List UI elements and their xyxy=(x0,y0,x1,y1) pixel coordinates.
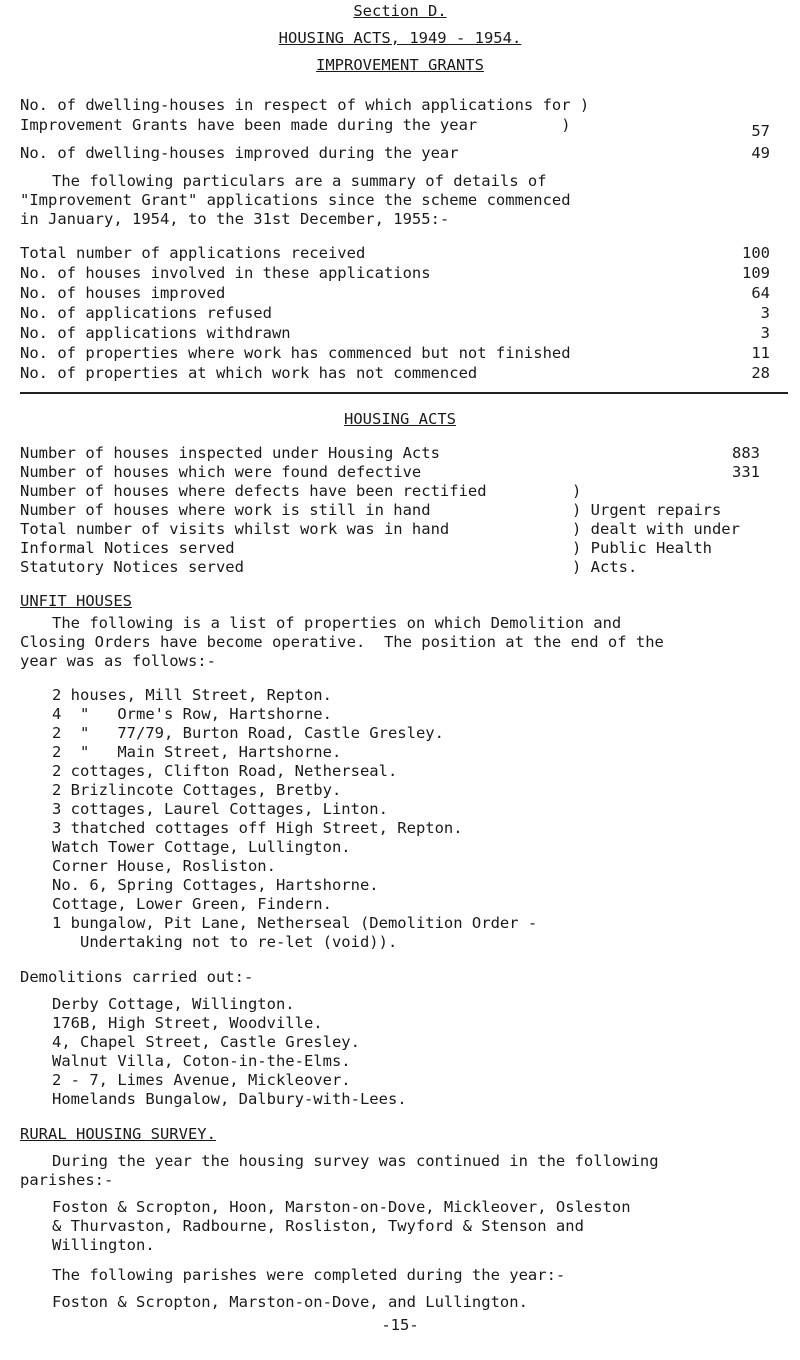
improvement-row-label: No. of properties at which work has not commenced xyxy=(20,364,478,382)
rural-para-line2: parishes:- xyxy=(20,1171,114,1189)
completed-list: Foston & Scropton, Marston-on-Dove, and Lullington. xyxy=(52,1293,528,1311)
list-item: 2 cottages, Clifton Road, Netherseal. xyxy=(52,762,398,780)
improvement-row-value: 100 xyxy=(742,244,770,262)
list-item: 2 Brizlincote Cottages, Bretby. xyxy=(52,781,342,799)
unfit-intro-line2: Closing Orders have become operative. The position at the end of the xyxy=(20,633,664,651)
list-item: Watch Tower Cottage, Lullington. xyxy=(52,838,351,856)
rural-para-line1: During the year the housing survey was continued in the following xyxy=(52,1152,659,1170)
completed-intro: The following parishes were completed during the year:- xyxy=(52,1266,566,1284)
housing-row-label: Number of houses which were found defective xyxy=(20,463,422,481)
rural-heading: RURAL HOUSING SURVEY. xyxy=(20,1125,216,1143)
section-label: Section D. xyxy=(353,2,447,20)
improved-value: 49 xyxy=(751,144,770,162)
housing-row-label: Number of houses where work is still in hand xyxy=(20,501,431,519)
housing-row-label: Informal Notices served xyxy=(20,539,235,557)
housing-row-label: Number of houses where defects have been rectified xyxy=(20,482,487,500)
applications-label-line2: Improvement Grants have been made during the year ) xyxy=(20,116,571,134)
list-item: Derby Cottage, Willington. xyxy=(52,995,295,1013)
list-item: 2 - 7, Limes Avenue, Mickleover. xyxy=(52,1071,351,1089)
parishes-line1: Foston & Scropton, Hoon, Marston-on-Dove, Mickleover, Osleston xyxy=(52,1198,631,1216)
improvement-row-label: Total number of applications received xyxy=(20,244,366,262)
list-item: 3 thatched cottages off High Street, Repton. xyxy=(52,819,463,837)
bracket-note-line: ) dealt with under xyxy=(572,520,740,538)
improvement-row-value: 64 xyxy=(751,284,770,302)
improvement-row-label: No. of houses improved xyxy=(20,284,226,302)
housing-row-value: 883 xyxy=(732,444,760,462)
housing-row-label: Statutory Notices served xyxy=(20,558,244,576)
bracket-note-line: ) xyxy=(572,482,582,500)
list-item: Undertaking not to re-let (void)). xyxy=(52,933,398,951)
list-item: Walnut Villa, Coton-in-the-Elms. xyxy=(52,1052,351,1070)
improvement-row-value: 28 xyxy=(751,364,770,382)
summary-line2: "Improvement Grant" applications since the scheme commenced xyxy=(20,191,571,209)
improved-label: No. of dwelling-houses improved during the year xyxy=(20,144,459,162)
improvement-row-label: No. of houses involved in these applications xyxy=(20,264,431,282)
bracket-note-line: ) Acts. xyxy=(572,558,638,576)
page-title: HOUSING ACTS, 1949 - 1954. xyxy=(278,29,522,47)
unfit-intro-line1: The following is a list of properties on which Demolition and xyxy=(52,614,622,632)
list-item: No. 6, Spring Cottages, Hartshorne. xyxy=(52,876,379,894)
list-item: Corner House, Rosliston. xyxy=(52,857,276,875)
list-item: 176B, High Street, Woodville. xyxy=(52,1014,323,1032)
unfit-intro-line3: year was as follows:- xyxy=(20,652,216,670)
list-item: 3 cottages, Laurel Cottages, Linton. xyxy=(52,800,388,818)
improvement-row-label: No. of applications withdrawn xyxy=(20,324,291,342)
page-number: -15- xyxy=(381,1316,419,1334)
improvement-row-value: 3 xyxy=(760,304,770,322)
list-item: 4 " Orme's Row, Hartshorne. xyxy=(52,705,332,723)
improvement-row-label: No. of applications refused xyxy=(20,304,272,322)
improvement-row-value: 11 xyxy=(751,344,770,362)
demolitions-heading: Demolitions carried out:- xyxy=(20,968,254,986)
bracket-note-line: ) Public Health xyxy=(572,539,712,557)
unfit-heading: UNFIT HOUSES xyxy=(20,592,132,610)
list-item: 2 houses, Mill Street, Repton. xyxy=(52,686,332,704)
summary-line1: The following particulars are a summary of details of xyxy=(52,172,547,190)
housing-row-label: Number of houses inspected under Housing Acts xyxy=(20,444,440,462)
housing-row-value: 331 xyxy=(732,463,760,481)
applications-value: 57 xyxy=(751,122,770,140)
bracket-note-line: ) Urgent repairs xyxy=(572,501,722,519)
list-item: 1 bungalow, Pit Lane, Netherseal (Demolition Order - xyxy=(52,914,538,932)
list-item: 4, Chapel Street, Castle Gresley. xyxy=(52,1033,360,1051)
summary-line3: in January, 1954, to the 31st December, 1955:- xyxy=(20,210,450,228)
housing-heading: HOUSING ACTS xyxy=(344,410,456,428)
housing-row-label: Total number of visits whilst work was in hand xyxy=(20,520,450,538)
page-subtitle: IMPROVEMENT GRANTS xyxy=(316,56,484,74)
applications-label-line1: No. of dwelling-houses in respect of which applications for ) xyxy=(20,96,590,114)
improvement-row-value: 109 xyxy=(742,264,770,282)
section-divider xyxy=(20,392,788,394)
list-item: Homelands Bungalow, Dalbury-with-Lees. xyxy=(52,1090,407,1108)
improvement-row-label: No. of properties where work has commenced but not finished xyxy=(20,344,571,362)
improvement-row-value: 3 xyxy=(760,324,770,342)
list-item: Cottage, Lower Green, Findern. xyxy=(52,895,332,913)
list-item: 2 " Main Street, Hartshorne. xyxy=(52,743,342,761)
list-item: 2 " 77/79, Burton Road, Castle Gresley. xyxy=(52,724,444,742)
parishes-line3: Willington. xyxy=(52,1236,155,1254)
parishes-line2: & Thurvaston, Radbourne, Rosliston, Twyford & Stenson and xyxy=(52,1217,584,1235)
